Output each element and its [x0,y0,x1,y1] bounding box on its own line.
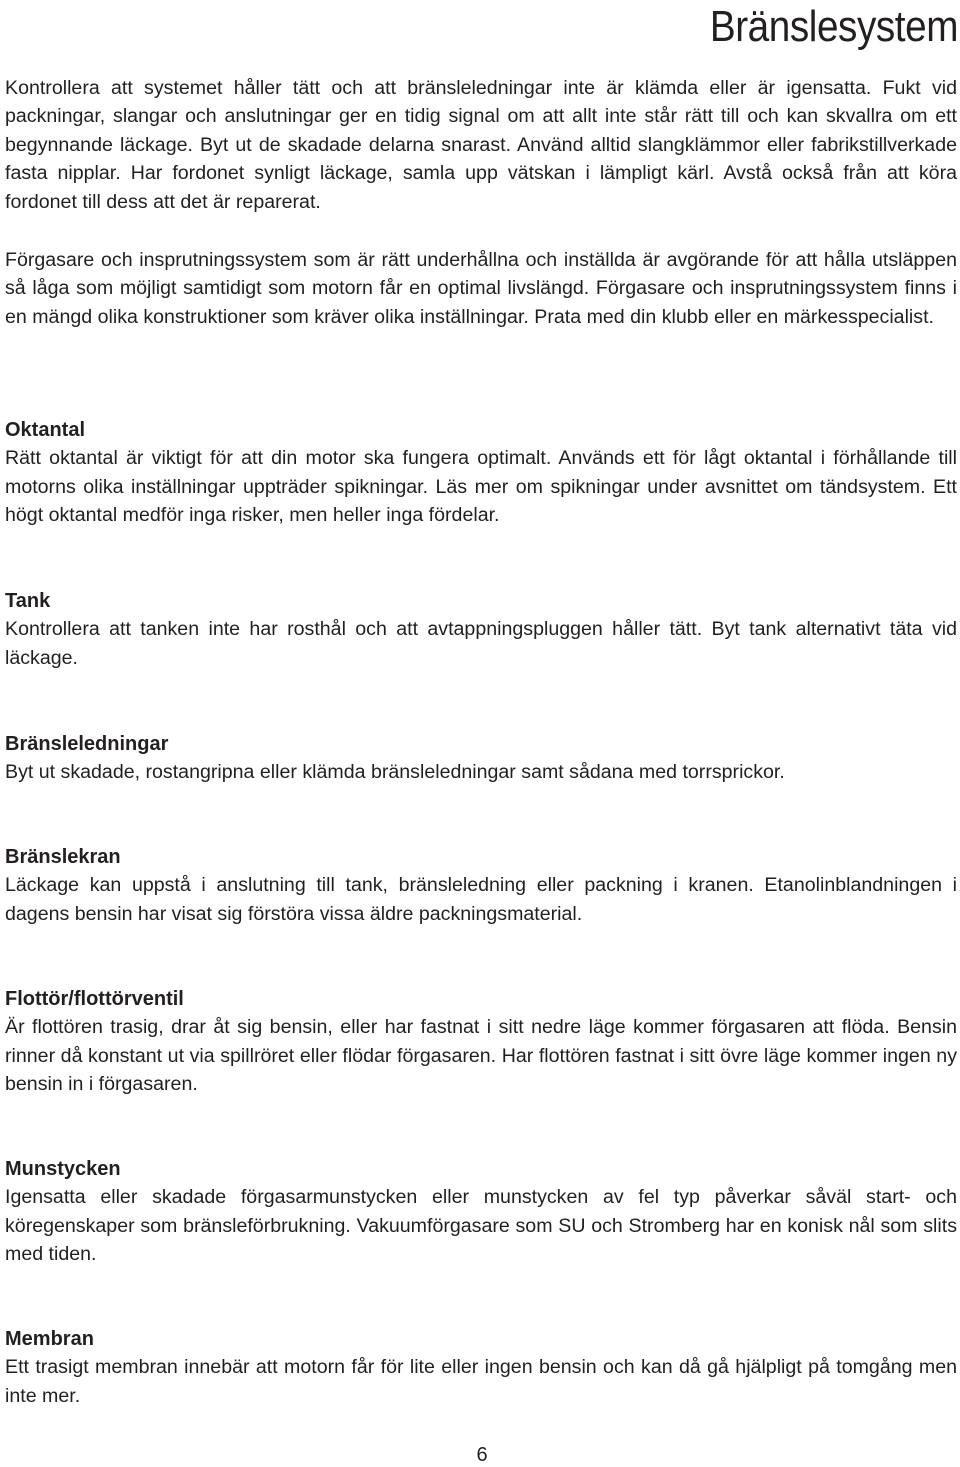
section-heading: Membran [5,1328,94,1350]
page-number: 6 [476,1444,488,1466]
section-heading: Munstycken [5,1158,121,1180]
section-flottor [5,985,957,1099]
intro-paragraph: Förgasare och insprutningssystem som är rätt underhållna och inställda är avgörande för att hålla utsläppen så låga som möjligt samtidigt som motorn får en optimal livslängd. Förgasare och insprutningssystem finns i en mängd olika konstruktioner som kräver olika inställningar. Prata med din klubb eller en märkesspecialist. [5,249,957,328]
page-title: Bränslesystem [709,2,958,51]
section-body: Är flottören trasig, drar åt sig bensin, eller har fastnat i sitt nedre läge kommer förgasaren att flöda. Bensin rinner då konstant ut via spillröret eller flödar förgasaren. Har flottören fastnat i sitt övre läge kommer ingen ny bensin in i förgasaren. [5,1016,957,1096]
intro-paragraph: Kontrollera att systemet håller tätt och att bränsleledningar inte är klämda eller är igensatta. Fukt vid packningar, slangar och anslutningar ger en tidig signal om att allt inte står rätt till och kan skvallra om ett begynnande läckage. Byt ut de skadade delarna snarast. Använd alltid slangklämmor eller fabrikstillverkade fasta nipplar. Har fordonet synligt läckage, samla upp vätskan i lämpligt kärl. Avstå också från att köra fordonet till dess att det är reparerat. [5,77,957,213]
section-body: Ett trasigt membran innebär att motorn får för lite eller ingen bensin och kan då gå hjälpligt på tomgång men inte mer. [5,1356,957,1407]
section-body: Igensatta eller skadade förgasarmunstycken eller munstycken av fel typ påverkar såväl start- och köregenskaper som bränsleförbrukning. Vakuumförgasare som SU och Stromberg har en konisk nål som slits med tiden. [5,1186,957,1266]
section-branslekran [5,843,957,928]
section-heading: Flottör/flottörventil [5,988,184,1010]
section-membran [5,1325,957,1410]
section-tank [5,587,957,672]
section-heading: Tank [5,590,51,612]
section-heading: Oktantal [5,419,86,441]
section-oktantal [5,416,957,530]
section-heading: Bränsleledningar [5,733,169,755]
section-bransleledningar [5,730,957,787]
section-body: Kontrollera att tanken inte har rosthål och att avtappningspluggen håller tätt. Byt tank alternativt täta vid läckage. [5,618,957,669]
section-munstycken [5,1155,957,1269]
section-body: Läckage kan uppstå i anslutning till tank, bränsleledning eller packning i kranen. Etanolinblandningen i dagens bensin har visat sig förstöra vissa äldre packningsmaterial. [5,874,957,925]
section-body: Byt ut skadade, rostangripna eller klämda bränsleledningar samt sådana med torrsprickor. [5,761,785,784]
section-body: Rätt oktantal är viktigt för att din motor ska fungera optimalt. Används ett för lågt oktantal i förhållande till motorns olika inställningar uppträder spikningar. Läs mer om spikningar under avsnittet om tändsystem. Ett högt oktantal medför inga risker, men heller inga fördelar. [5,447,957,527]
section-heading: Bränslekran [5,846,121,868]
